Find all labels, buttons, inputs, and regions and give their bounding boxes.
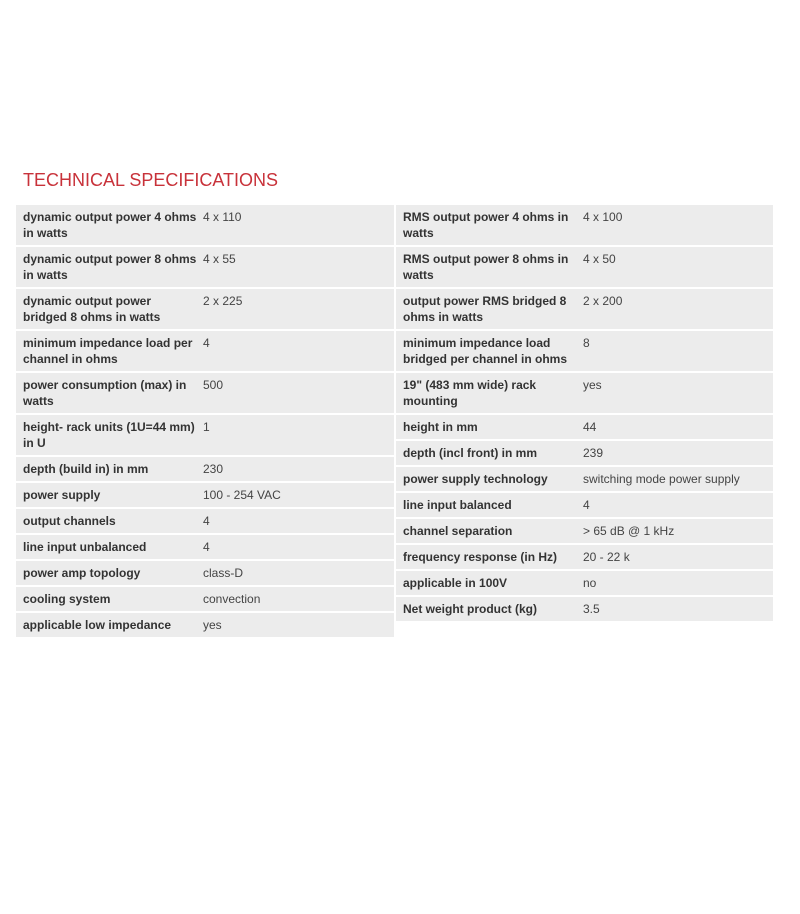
spec-label: power amp topology	[23, 566, 141, 580]
spec-row	[16, 415, 394, 455]
spec-label: minimum impedance load bridged per channel in ohms	[403, 336, 568, 366]
spec-row	[16, 483, 394, 507]
spec-value: 100 - 254 VAC	[203, 488, 281, 502]
spec-value: 4	[583, 498, 590, 512]
spec-label: depth (build in) in mm	[23, 462, 149, 476]
spec-value: 4 x 100	[583, 210, 623, 224]
spec-label: output channels	[23, 514, 116, 528]
spec-label: RMS output power 8 ohms in watts	[403, 252, 569, 282]
spec-label: line input unbalanced	[23, 540, 147, 554]
spec-value: 4 x 55	[203, 252, 236, 266]
spec-row	[396, 205, 773, 245]
spec-value: 4 x 110	[203, 210, 242, 224]
spec-row	[396, 289, 773, 329]
spec-label: power consumption (max) in watts	[23, 378, 187, 408]
spec-label: Net weight product (kg)	[403, 602, 537, 616]
spec-value: 2 x 200	[583, 294, 623, 308]
spec-row	[16, 205, 394, 245]
spec-label: height in mm	[403, 420, 478, 434]
spec-value: no	[583, 576, 597, 590]
spec-value: switching mode power supply	[583, 472, 740, 486]
spec-value: 4	[203, 540, 210, 554]
spec-row	[396, 493, 773, 517]
spec-row	[396, 571, 773, 595]
spec-row	[16, 457, 394, 481]
spec-label: output power RMS bridged 8 ohms in watts	[403, 294, 567, 324]
spec-row	[16, 535, 394, 559]
spec-row	[396, 415, 773, 439]
spec-label: minimum impedance load per channel in ohms	[23, 336, 193, 366]
spec-label: cooling system	[23, 592, 111, 606]
spec-table-left	[16, 205, 394, 639]
spec-value: 8	[583, 336, 590, 350]
spec-value: 20 - 22 k	[583, 550, 630, 564]
spec-label: depth (incl front) in mm	[403, 446, 537, 460]
spec-value: 4	[203, 336, 210, 350]
spec-value: 239	[583, 446, 604, 460]
spec-label: power supply	[23, 488, 101, 502]
spec-row	[396, 441, 773, 465]
spec-row	[16, 373, 394, 413]
spec-label: dynamic output power bridged 8 ohms in watts	[23, 294, 161, 324]
spec-row	[396, 597, 773, 621]
spec-row	[16, 247, 394, 287]
spec-label: applicable in 100V	[403, 576, 508, 590]
spec-label: power supply technology	[403, 472, 548, 486]
spec-row	[16, 509, 394, 533]
spec-value: yes	[203, 618, 222, 632]
spec-row	[396, 373, 773, 413]
spec-label: 19" (483 mm wide) rack mounting	[403, 378, 537, 408]
spec-label: height- rack units (1U=44 mm) in U	[23, 420, 195, 450]
spec-row	[396, 247, 773, 287]
spec-row	[16, 331, 394, 371]
spec-label: applicable low impedance	[23, 618, 172, 632]
spec-label: frequency response (in Hz)	[403, 550, 558, 564]
spec-value: > 65 dB @ 1 kHz	[583, 524, 675, 538]
spec-row	[16, 561, 394, 585]
spec-row	[396, 545, 773, 569]
spec-label: channel separation	[403, 524, 513, 538]
spec-label: line input balanced	[403, 498, 512, 512]
spec-value: 1	[203, 420, 210, 434]
spec-value: class-D	[203, 566, 244, 580]
spec-label: RMS output power 4 ohms in watts	[403, 210, 569, 240]
spec-value: 4	[203, 514, 210, 528]
spec-row	[396, 519, 773, 543]
spec-value: 230	[203, 462, 224, 476]
spec-value: 500	[203, 378, 224, 392]
spec-row	[16, 289, 394, 329]
section-title: TECHNICAL SPECIFICATIONS	[23, 170, 279, 190]
spec-row	[16, 613, 394, 637]
spec-label: dynamic output power 8 ohms in watts	[23, 252, 197, 282]
spec-row	[396, 467, 773, 491]
spec-value: 2 x 225	[203, 294, 243, 308]
spec-row	[396, 331, 773, 371]
spec-value: 3.5	[583, 602, 600, 616]
spec-value: 4 x 50	[583, 252, 616, 266]
spec-value: 44	[583, 420, 597, 434]
spec-value: convection	[203, 592, 261, 606]
spec-value: yes	[583, 378, 602, 392]
spec-label: dynamic output power 4 ohms in watts	[23, 210, 197, 240]
spec-table-right	[396, 205, 773, 623]
spec-row	[16, 587, 394, 611]
